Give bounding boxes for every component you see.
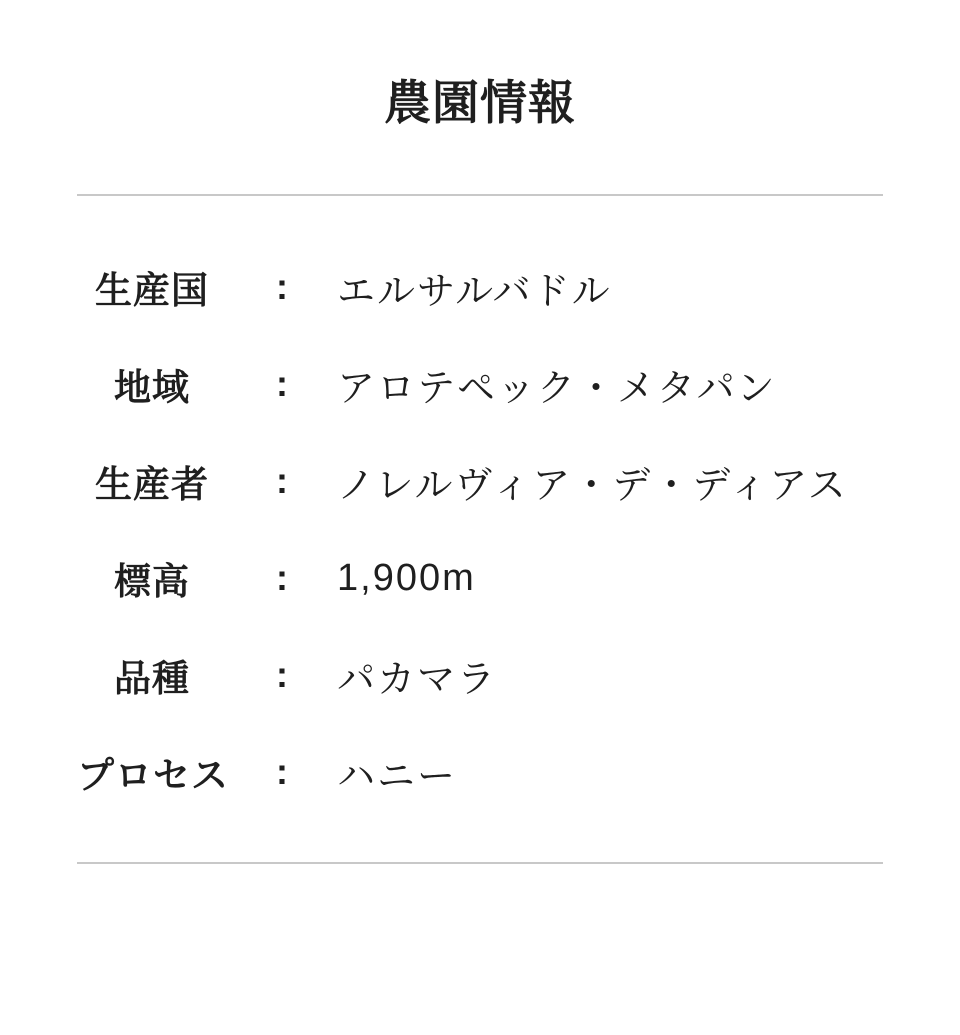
row-value: エルサルバドル: [337, 270, 612, 313]
divider-bottom: [77, 862, 883, 864]
row-value: パカマラ: [337, 658, 498, 701]
row-separator: :: [276, 460, 288, 502]
row-region: [77, 353, 883, 415]
page-title: 農園情報: [384, 76, 576, 129]
divider-top: [77, 194, 883, 196]
row-separator: :: [276, 654, 288, 696]
row-label: 品種: [114, 658, 190, 700]
row-variety: [77, 644, 883, 706]
row-label: 生産国: [95, 270, 209, 312]
row-label: プロセス: [77, 755, 229, 797]
info-table: [77, 256, 883, 803]
row-separator: :: [276, 751, 288, 793]
row-value: ハニー: [337, 755, 458, 798]
row-value: ノレルヴィア・デ・ディアス: [337, 464, 848, 507]
farm-info-section: [77, 75, 883, 864]
row-process: [77, 741, 883, 803]
row-elevation: [77, 547, 883, 609]
row-separator: :: [276, 363, 288, 405]
row-value: アロテペック・メタパン: [337, 367, 777, 410]
row-value: 1,900m: [337, 556, 476, 599]
row-separator: :: [276, 266, 288, 308]
row-label: 生産者: [95, 464, 209, 506]
row-separator: :: [276, 557, 288, 599]
row-country: [77, 256, 883, 318]
row-producer: [77, 450, 883, 512]
row-label: 標高: [114, 561, 190, 603]
row-label: 地域: [114, 367, 190, 409]
